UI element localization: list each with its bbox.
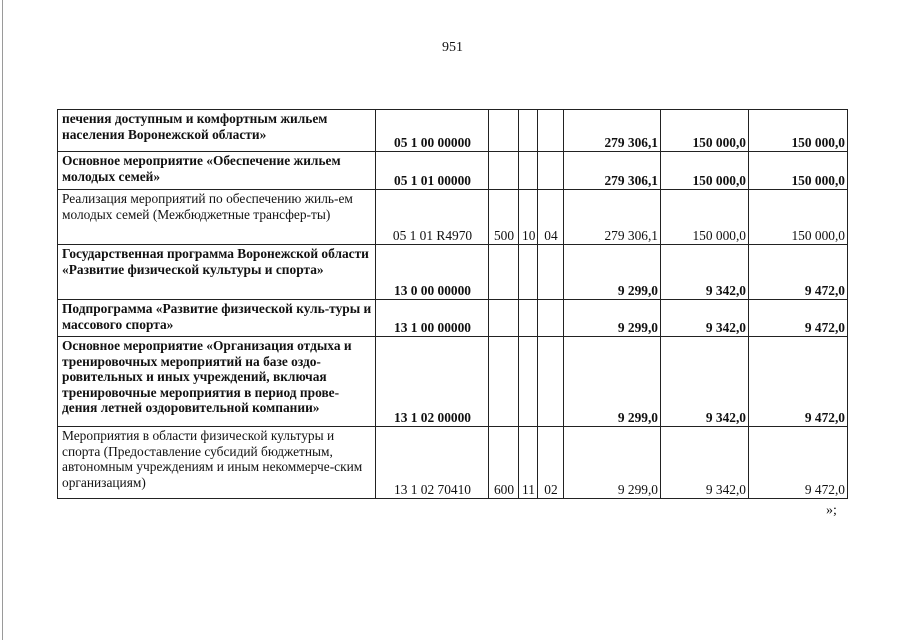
table-row <box>58 300 848 337</box>
subsection-cell <box>538 152 564 190</box>
amount-year3-cell: 9 472,0 <box>749 427 848 499</box>
target-code-cell: 13 1 02 70410 <box>376 427 489 499</box>
expense-type-cell: 600 <box>489 427 519 499</box>
table-row <box>58 152 848 190</box>
expense-type-cell: 500 <box>489 190 519 245</box>
table-row <box>58 427 848 499</box>
section-cell: 10 <box>519 190 538 245</box>
amount-year1-cell: 279 306,1 <box>564 152 661 190</box>
row-name-cell: Государственная программа Воронежской области «Развитие физической культуры и спорта» <box>58 245 376 300</box>
target-code-cell: 13 0 00 00000 <box>376 245 489 300</box>
section-cell: 11 <box>519 427 538 499</box>
amount-year2-cell: 9 342,0 <box>661 245 749 300</box>
amount-year3-cell: 9 472,0 <box>749 300 848 337</box>
amount-year1-cell: 9 299,0 <box>564 427 661 499</box>
amount-year2-cell: 9 342,0 <box>661 300 749 337</box>
target-code-cell: 05 1 00 00000 <box>376 110 489 152</box>
row-name-cell: Основное мероприятие «Организация отдыха и тренировочных мероприятий на базе оздо-ровительных и иных учреждений, включая тренировочные мероприятия в период прове-дения летней оздоровительной компании» <box>58 337 376 427</box>
subsection-cell: 02 <box>538 427 564 499</box>
subsection-cell <box>538 110 564 152</box>
table-row <box>58 337 848 427</box>
section-cell <box>519 300 538 337</box>
table-row <box>58 245 848 300</box>
subsection-cell <box>538 245 564 300</box>
target-code-cell: 13 1 00 00000 <box>376 300 489 337</box>
amount-year1-cell: 279 306,1 <box>564 190 661 245</box>
amount-year2-cell: 150 000,0 <box>661 190 749 245</box>
expense-type-cell <box>489 110 519 152</box>
table-row <box>58 110 848 152</box>
section-cell <box>519 152 538 190</box>
amount-year1-cell: 9 299,0 <box>564 300 661 337</box>
table-body <box>58 110 848 499</box>
section-cell <box>519 110 538 152</box>
row-name-cell: Мероприятия в области физической культуры и спорта (Предоставление субсидий бюджетным, автономным учреждениям и иным некоммерче-ским организациям) <box>58 427 376 499</box>
target-code-cell: 05 1 01 00000 <box>376 152 489 190</box>
subsection-cell <box>538 300 564 337</box>
expense-type-cell <box>489 337 519 427</box>
amount-year3-cell: 150 000,0 <box>749 110 848 152</box>
amount-year1-cell: 279 306,1 <box>564 110 661 152</box>
table-row <box>58 190 848 245</box>
expense-type-cell <box>489 300 519 337</box>
expense-type-cell <box>489 152 519 190</box>
amount-year1-cell: 9 299,0 <box>564 245 661 300</box>
amount-year3-cell: 9 472,0 <box>749 245 848 300</box>
target-code-cell: 13 1 02 00000 <box>376 337 489 427</box>
scan-edge-line <box>2 0 3 640</box>
closing-quote-mark: »; <box>826 503 837 518</box>
row-name-cell: печения доступным и комфортным жильем населения Воронежской области» <box>58 110 376 152</box>
page-number: 951 <box>442 40 463 55</box>
amount-year2-cell: 9 342,0 <box>661 337 749 427</box>
subsection-cell <box>538 337 564 427</box>
amount-year1-cell: 9 299,0 <box>564 337 661 427</box>
amount-year3-cell: 150 000,0 <box>749 190 848 245</box>
amount-year2-cell: 9 342,0 <box>661 427 749 499</box>
section-cell <box>519 245 538 300</box>
budget-table <box>57 109 848 499</box>
row-name-cell: Реализация мероприятий по обеспечению жиль-ем молодых семей (Межбюджетные трансфер-ты) <box>58 190 376 245</box>
row-name-cell: Основное мероприятие «Обеспечение жильем молодых семей» <box>58 152 376 190</box>
row-name-cell: Подпрограмма «Развитие физической куль-туры и массового спорта» <box>58 300 376 337</box>
subsection-cell: 04 <box>538 190 564 245</box>
amount-year3-cell: 150 000,0 <box>749 152 848 190</box>
target-code-cell: 05 1 01 R4970 <box>376 190 489 245</box>
amount-year3-cell: 9 472,0 <box>749 337 848 427</box>
amount-year2-cell: 150 000,0 <box>661 152 749 190</box>
amount-year2-cell: 150 000,0 <box>661 110 749 152</box>
expense-type-cell <box>489 245 519 300</box>
section-cell <box>519 337 538 427</box>
